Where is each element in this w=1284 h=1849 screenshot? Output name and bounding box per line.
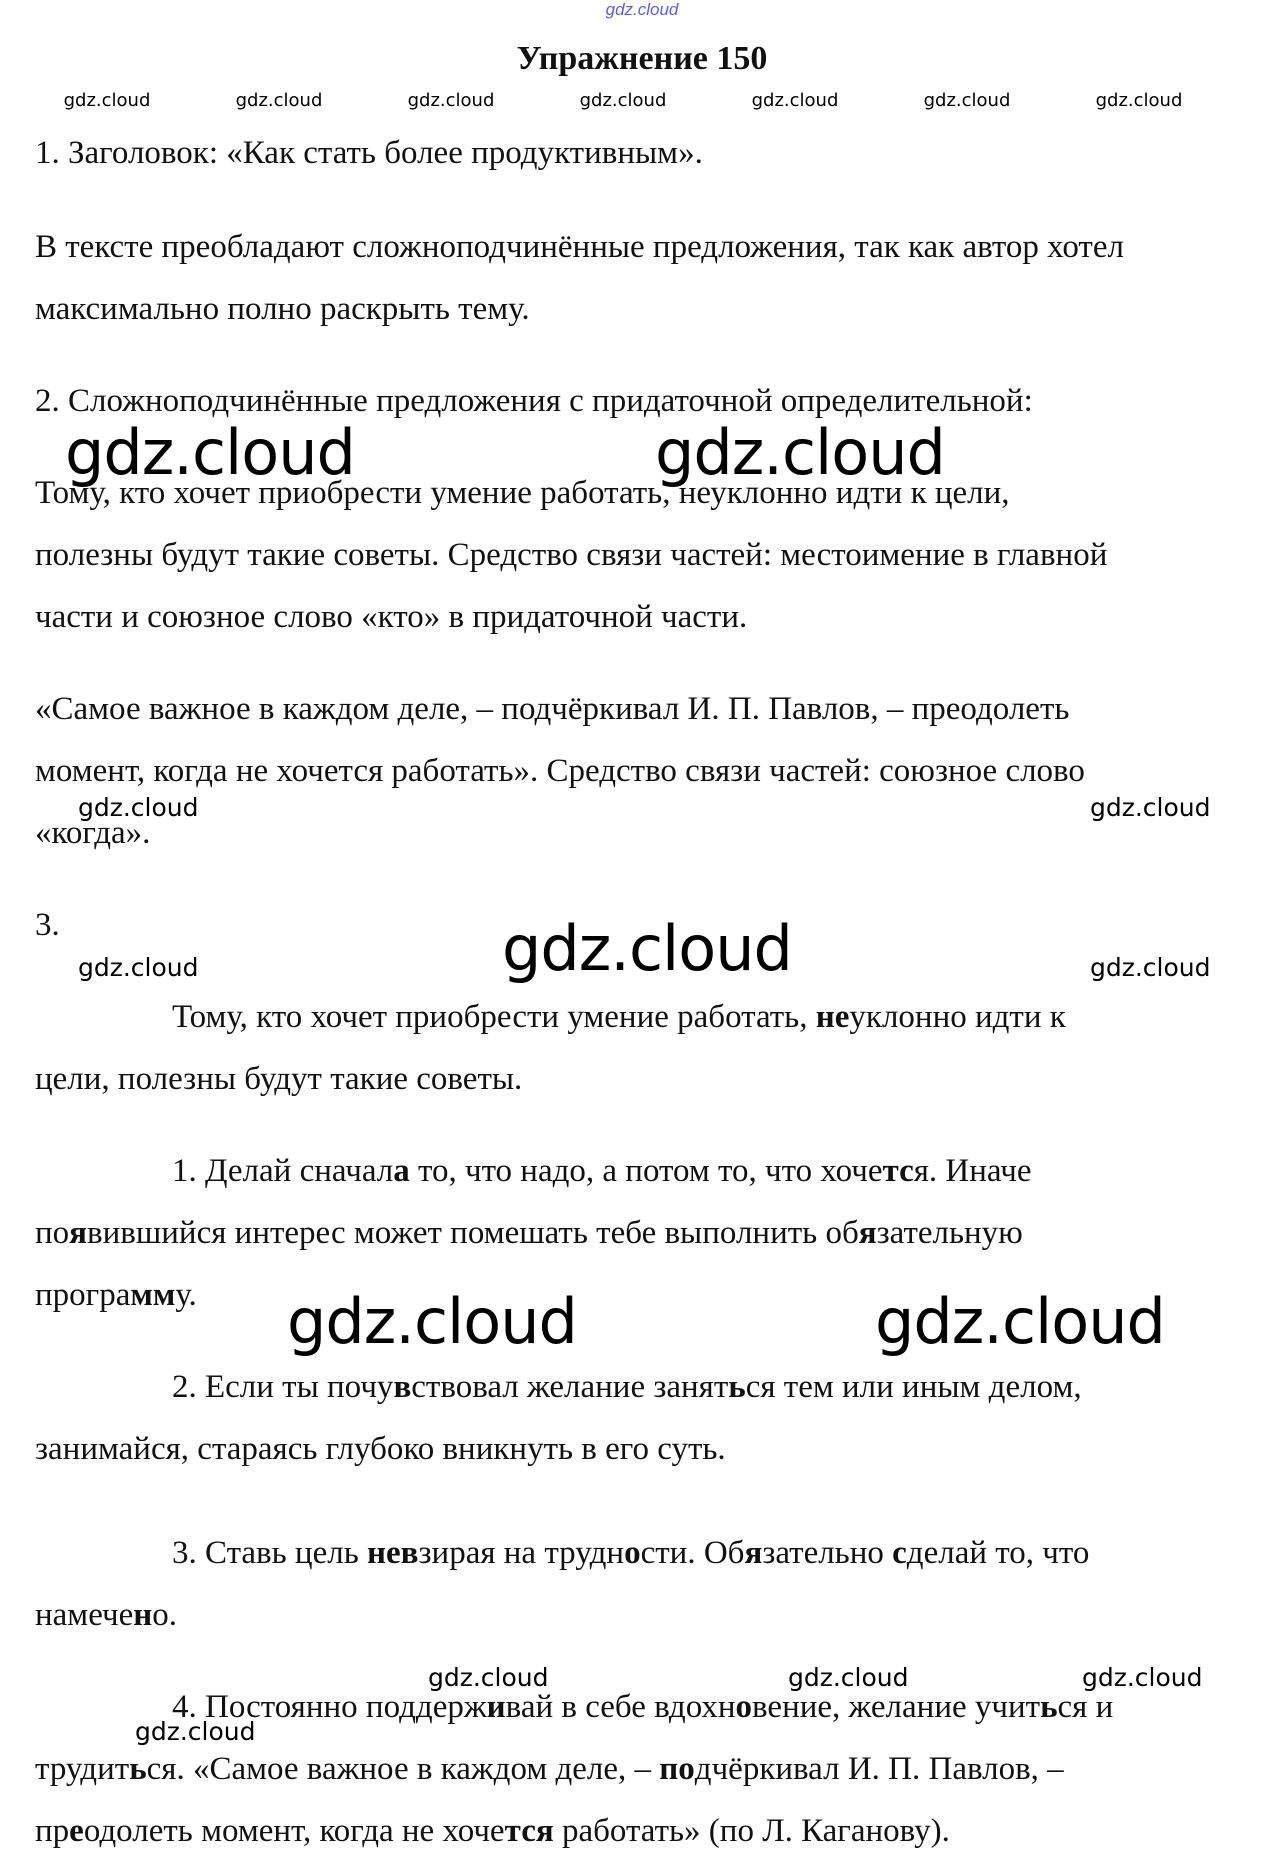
watermark: gdz.cloud xyxy=(502,912,792,985)
advice-4-line: преодолеть момент, когда не хочется работать» (по Л. Каганову). xyxy=(35,1813,950,1849)
watermark: gdz.cloud xyxy=(63,90,151,111)
watermark: gdz.cloud xyxy=(655,416,945,489)
paragraph-line: полезны будут такие советы. Средство связи частей: местоимение в главной xyxy=(35,537,1108,573)
paragraph-line: цели, полезны будут такие советы. xyxy=(35,1061,523,1097)
watermark: gdz.cloud xyxy=(135,1717,256,1746)
watermark: gdz.cloud xyxy=(1090,953,1211,982)
paragraph-line: части и союзное слово «кто» в придаточной части. xyxy=(35,599,748,635)
section2-heading: 2. Сложноподчинённые предложения с придаточной определительной: xyxy=(35,383,1033,419)
section1-heading: 1. Заголовок: «Как стать более продуктивным». xyxy=(35,135,703,171)
advice-2-line: 2. Если ты почувствовал желание заняться тем или иным делом, xyxy=(172,1369,1082,1405)
paragraph-line: максимально полно раскрыть тему. xyxy=(35,291,530,327)
paragraph-line: момент, когда не хочется работать». Средство связи частей: союзное слово xyxy=(35,753,1085,789)
watermark: gdz.cloud xyxy=(788,1663,909,1692)
watermark: gdz.cloud xyxy=(751,90,839,111)
advice-2-line: занимайся, стараясь глубоко вникнуть в его суть. xyxy=(35,1431,726,1467)
watermark: gdz.cloud xyxy=(1090,793,1211,822)
watermark: gdz.cloud xyxy=(579,90,667,111)
advice-4-line: трудиться. «Самое важное в каждом деле, – подчёркивал И. П. Павлов, – xyxy=(35,1751,1064,1787)
advice-1-line: 1. Делай сначала то, что надо, а потом то, что хочется. Иначе xyxy=(172,1153,1032,1189)
advice-3-line: 3. Ставь цель невзирая на трудности. Обязательно сделай то, что xyxy=(172,1535,1090,1571)
watermark: gdz.cloud xyxy=(428,1663,549,1692)
watermark: gdz.cloud xyxy=(78,793,199,822)
paragraph-line: В тексте преобладают сложноподчинённые предложения, так как автор хотел xyxy=(35,229,1124,265)
watermark: gdz.cloud xyxy=(287,1285,577,1358)
watermark: gdz.cloud xyxy=(875,1285,1165,1358)
paragraph-line: Тому, кто хочет приобрести умение работать, неуклонно идти к цели, xyxy=(35,475,1010,511)
advice-4-line: 4. Постоянно поддерживай в себе вдохновение, желание учиться и xyxy=(172,1689,1114,1725)
watermark: gdz.cloud xyxy=(1095,90,1183,111)
page-title: Упражнение 150 xyxy=(516,40,768,77)
advice-1-line: появившийся интерес может помешать тебе выполнить обязательную xyxy=(35,1215,1023,1251)
paragraph-line: Тому, кто хочет приобрести умение работать, неуклонно идти к xyxy=(172,999,1066,1035)
paragraph-line: «когда». xyxy=(35,815,151,851)
section3-number: 3. xyxy=(35,907,60,943)
watermark: gdz.cloud xyxy=(407,90,495,111)
watermark: gdz.cloud xyxy=(923,90,1011,111)
watermark: gdz.cloud xyxy=(65,416,355,489)
watermark: gdz.cloud xyxy=(1082,1663,1203,1692)
watermark: gdz.cloud xyxy=(78,953,199,982)
advice-3-line: намечено. xyxy=(35,1597,178,1633)
site-mark: gdz.cloud xyxy=(605,0,679,19)
paragraph-line: «Самое важное в каждом деле, – подчёркивал И. П. Павлов, – преодолеть xyxy=(35,691,1070,727)
watermark: gdz.cloud xyxy=(235,90,323,111)
advice-1-line: программу. xyxy=(35,1277,197,1313)
